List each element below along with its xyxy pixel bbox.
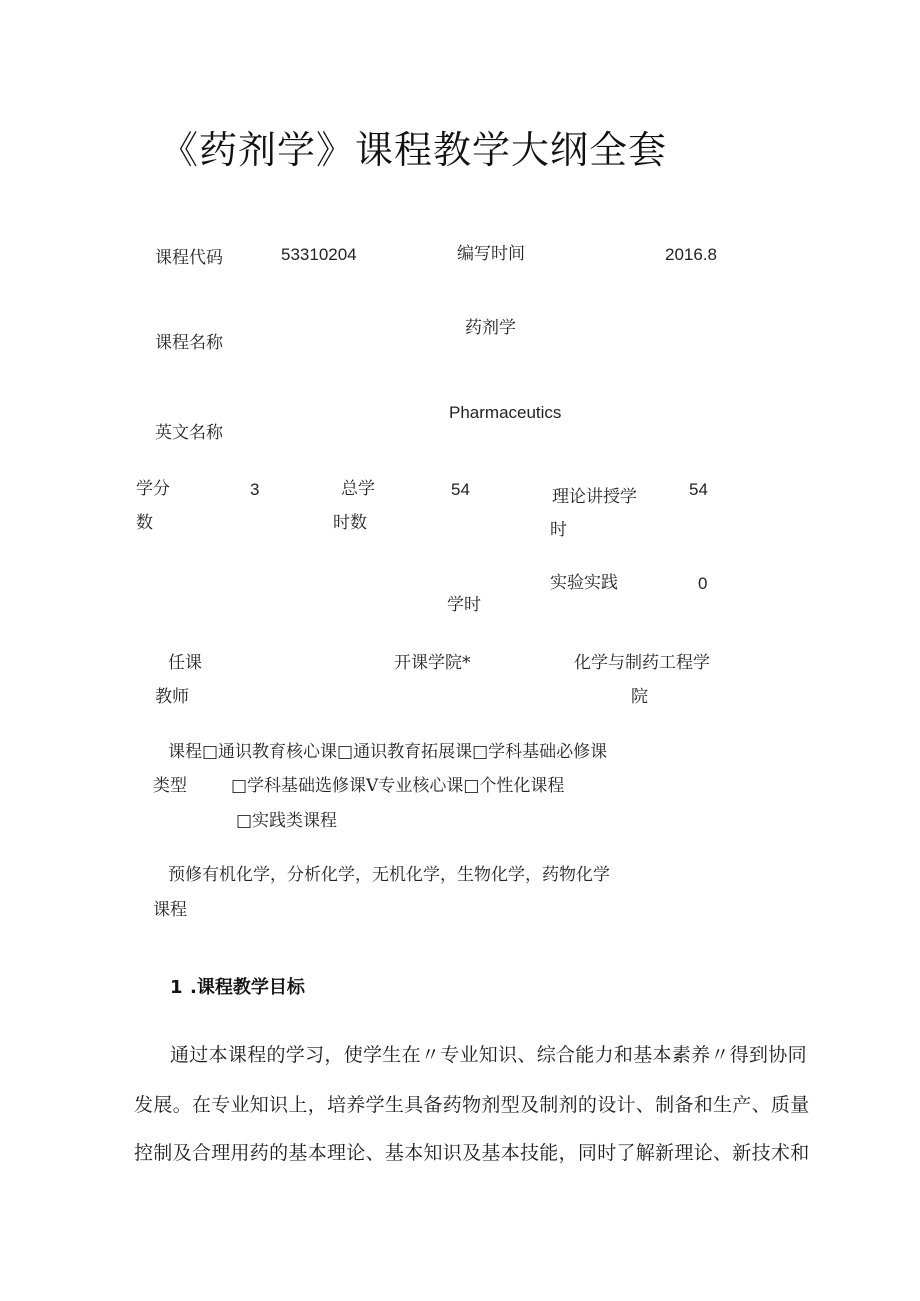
total-hours-value: 54 [451,480,470,499]
course-type-options-line-2: □学科基础选修课V专业核心课□个性化课程 [231,776,565,796]
course-type-options-line-3: □实践类课程 [236,811,338,831]
lab-hours-label: 学时 [447,595,481,615]
section-heading: .课程教学目标 [190,977,305,998]
credit-label: 学分 [136,479,170,499]
english-name-value: Pharmaceutics [449,403,562,422]
credit-label-cont: 数 [136,513,153,533]
course-code-label: 课程代码 [155,248,223,268]
english-name-label: 英文名称 [155,423,223,443]
course-type-options-line-1: □通识教育核心课□通识教育拓展课□学科基础必修课 [202,742,608,762]
teacher-label: 任课 [168,653,202,673]
teacher-label-cont: 教师 [155,687,189,707]
college-value-cont: 院 [631,687,648,707]
lab-label: 实验实践 [550,573,618,593]
theory-hours-value: 54 [689,480,708,499]
paragraph-line-1: 通过本课程的学习，使学生在〃专业知识、综合能力和基本素养〃得到协同 [170,1044,807,1066]
paragraph-line-2: 发展。在专业知识上，培养学生具备药物剂型及制剂的设计、制备和生产、质量 [134,1094,810,1116]
credit-value: 3 [250,480,260,499]
course-type-label-cont: 类型 [153,776,187,796]
course-name-label: 课程名称 [155,333,223,353]
page-title: 《药剂学》课程教学大纲全套 [160,128,668,172]
section-number: 1 [170,977,183,998]
prerequisite-label-cont: 课程 [153,900,187,920]
written-time-value: 2016.8 [665,245,717,264]
course-name-value: 药剂学 [465,318,516,338]
written-time-label: 编写时间 [457,244,525,264]
lab-value: 0 [698,574,708,593]
course-type-label: 课程 [168,742,202,762]
theory-hours-label-cont: 时 [550,520,567,540]
course-code-value: 53310204 [281,245,357,264]
total-hours-label: 总学 [341,479,375,499]
prerequisite-label: 预修 [168,865,202,885]
college-label: 开课学院* [394,653,471,673]
total-hours-label-cont: 时数 [333,513,367,533]
paragraph-line-3: 控制及合理用药的基本理论、基本知识及基本技能，同时了解新理论、新技术和 [134,1142,810,1164]
prerequisite-value: 有机化学，分析化学，无机化学，生物化学，药物化学 [202,865,610,885]
theory-hours-label: 理论讲授学 [552,487,637,507]
college-value: 化学与制药工程学 [574,653,710,673]
